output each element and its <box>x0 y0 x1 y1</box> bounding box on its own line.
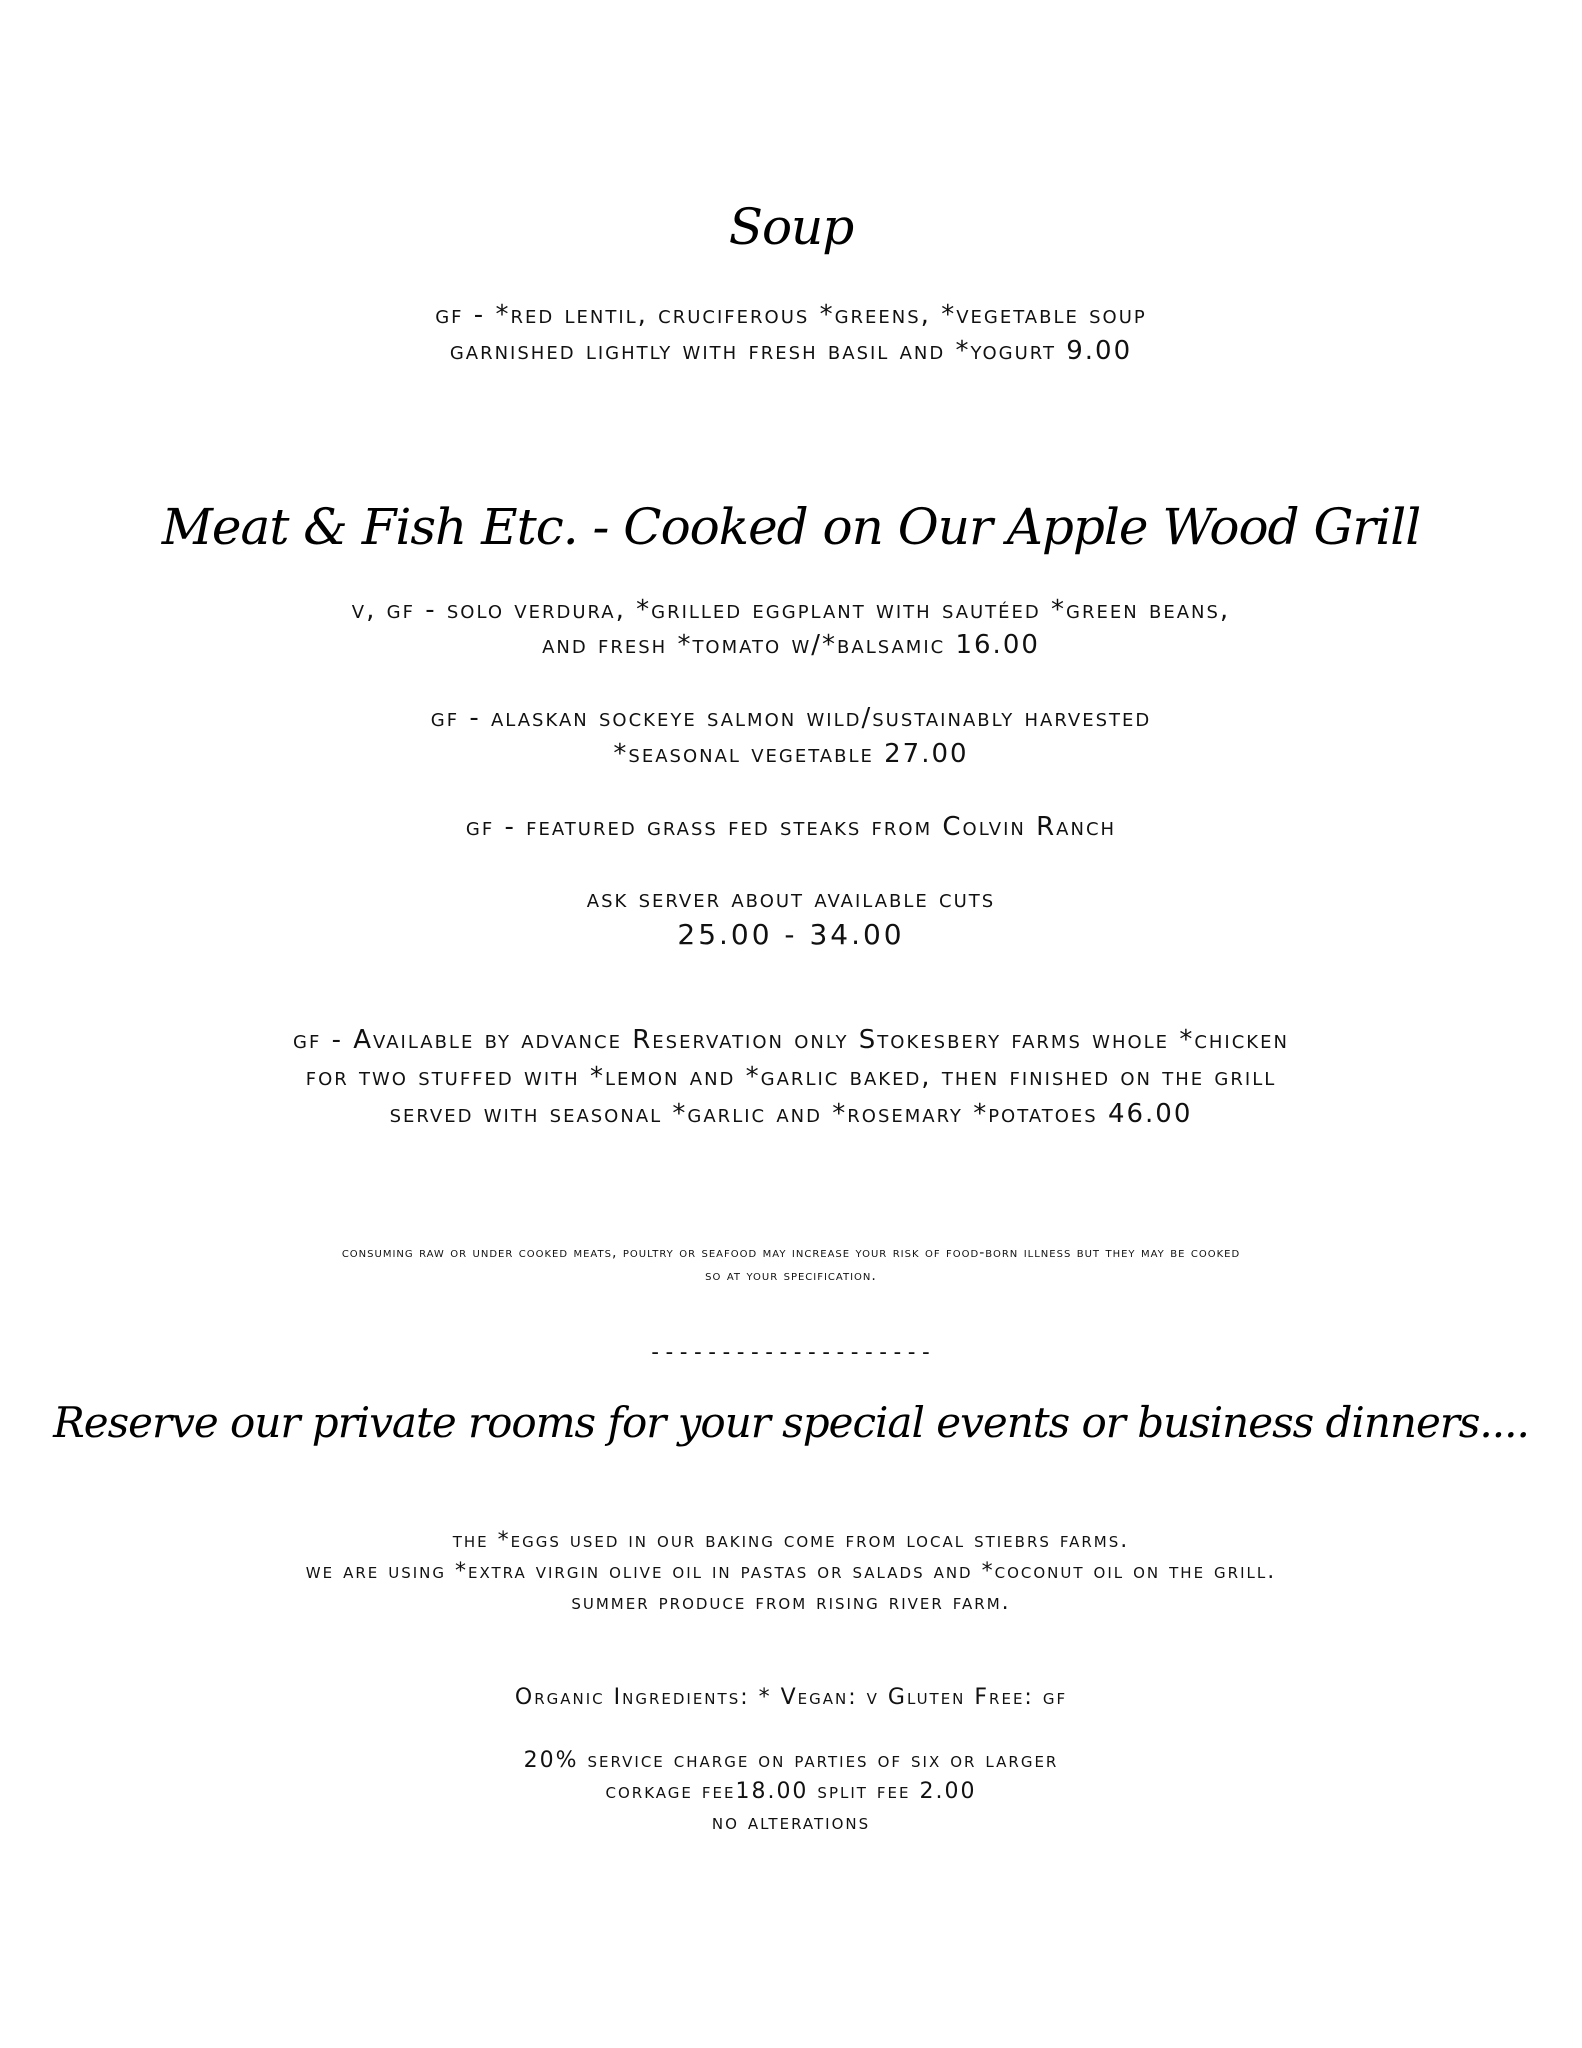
dietary-legend: Organic Ingredients: * Vegan: v Gluten Free: gf <box>514 1685 1068 1710</box>
food-safety-warning-line-2: so at your specification. <box>705 1268 877 1284</box>
grill-item-3-line-1: gf - featured grass fed steaks from Colvin Ranch <box>465 812 1117 842</box>
reserve-heading: Reserve our private rooms for your special events or business dinners.... <box>53 1398 1529 1447</box>
policy-line-3: no alterations <box>711 1810 871 1835</box>
sourcing-line-2: we are using *extra virgin olive oil in pastas or salads and *coconut oil on the grill. <box>305 1559 1277 1584</box>
grill-item-1-line-2: and fresh *tomato w/*balsamic 16.00 <box>542 630 1040 660</box>
policy-line-1: 20% service charge on parties of six or larger <box>523 1748 1059 1773</box>
grill-item-4-line-2: for two stuffed with *lemon and *garlic baked, then finished on the grill <box>305 1062 1277 1092</box>
grill-item-1-line-1: v, gf - solo verdura, *grilled eggplant with sautéed *green beans, <box>351 595 1231 625</box>
sourcing-line-1: the *eggs used in our baking come from local stiebrs farms. <box>452 1528 1130 1553</box>
grill-item-3-line-2: ask server about available cuts <box>586 884 996 914</box>
grill-item-2-line-2: *seasonal vegetable 27.00 <box>613 739 969 769</box>
soup-heading: Soup <box>728 198 854 256</box>
soup-description-line-1: gf - *red lentil, cruciferous *greens, *vegetable soup <box>435 300 1147 330</box>
grill-item-3-price: 25.00 - 34.00 <box>677 918 905 951</box>
grill-item-2-line-1: gf - alaskan sockeye salmon wild/sustainably harvested <box>430 703 1152 733</box>
soup-description-line-2: garnished lightly with fresh basil and *yogurt 9.00 <box>449 336 1133 366</box>
sourcing-line-3: summer produce from rising river farm. <box>571 1590 1011 1615</box>
grill-heading: Meat & Fish Etc. - Cooked on Our Apple Wood Grill <box>161 498 1421 556</box>
section-divider: -------------------- <box>648 1340 934 1365</box>
grill-item-4-line-1: gf - Available by advance Reservation only Stokesbery farms whole *chicken <box>293 1025 1289 1055</box>
policy-line-2: corkage fee18.00 split fee 2.00 <box>605 1779 977 1804</box>
food-safety-warning-line-1: consuming raw or under cooked meats, poultry or seafood may increase your risk of food-born illness but they may be cooked <box>341 1245 1241 1261</box>
grill-item-4-line-3: served with seasonal *garlic and *rosemary *potatoes 46.00 <box>389 1099 1193 1129</box>
